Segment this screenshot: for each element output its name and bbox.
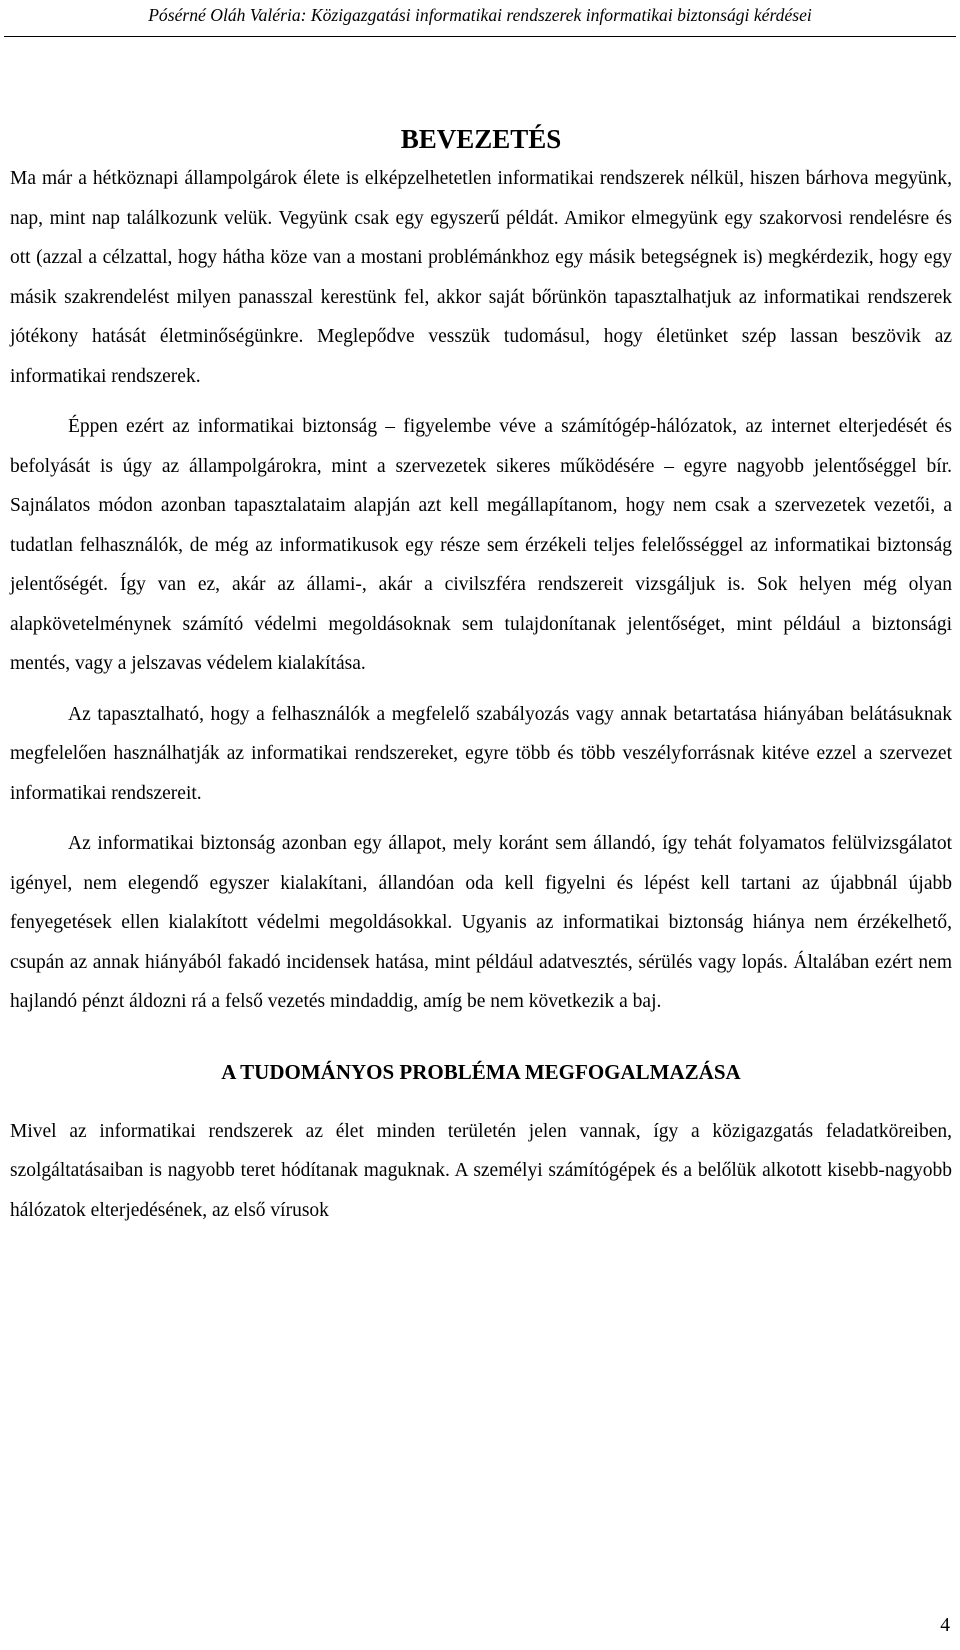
body-paragraph: Az tapasztalható, hogy a felhasználók a megfelelő szabályozás vagy annak betartatása hiányában belátásuknak megfelelően használhatják az informatikai rendszereket, egyre több és több veszélyforrásnak kitéve ezzel a szervezet informatikai rendszereit. (10, 703, 952, 804)
body-paragraph: Mivel az informatikai rendszerek az élet minden területén jelen vannak, így a közigazgatás feladatköreiben, szolgáltatásaiban is nagyobb teret hódítanak maguknak. A személyi számítógépek és a belőlük alkotott kisebb-nagyobb hálózatok elterjedésének, az első vírusok (10, 1120, 952, 1221)
section-title-introduction: BEVEZETÉS (400, 124, 562, 154)
page-number: 4 (940, 1615, 950, 1636)
header-rule (4, 36, 956, 37)
running-header: Pósérné Oláh Valéria: Közigazgatási informatikai rendszerek informatikai biztonsági kérdései (148, 5, 812, 25)
body-paragraph: Az informatikai biztonság azonban egy állapot, mely koránt sem állandó, így tehát folyamatos felülvizsgálatot igényel, nem elegendő egyszer kialakítani, állandóan oda kell figyelni és lépést kell tartani az újabbnál újabb fenyegetések ellen kialakított védelmi megoldásokkal. Ugyanis az informatikai biztonság hiánya nem érzékelhető, csupán az annak hiányából fakadó incidensek hatása, mint például adatvesztés, sérülés vagy lopás. Általában ezért nem hajlandó pénzt áldozni rá a felső vezetés mindaddig, amíg be nem következik a baj. (10, 833, 952, 1012)
page-content (10, 121, 952, 1230)
section-title-scientific-problem: A TUDOMÁNYOS PROBLÉMA MEGFOGALMAZÁSA (221, 1059, 741, 1084)
body-paragraph: Ma már a hétköznapi állampolgárok élete is elképzelhetetlen informatikai rendszerek nélkül, hiszen bárhova megyünk, nap, mint nap találkozunk velük. Vegyünk csak egy egyszerű példát. Amikor elmegyünk egy szakorvosi rendelésre és ott (azzal a célzattal, hogy hátha köze van a mostani problémánkhoz egy másik betegségnek is) megkérdezik, hogy egy másik szakrendelést milyen panasszal kerestünk fel, akkor saját bőrünkön tapasztalhatjuk az informatikai rendszerek jótékony hatását életminőségünkre. Meglepődve vesszük tudomásul, hogy életünket szép lassan beszövik az informatikai rendszerek. (10, 168, 952, 387)
body-paragraph: Éppen ezért az informatikai biztonság – figyelembe véve a számítógép-hálózatok, az internet elterjedését és befolyását is úgy az állampolgárokra, mint a szervezetek sikeres működésére – egyre nagyobb jelentőséggel bír. Sajnálatos módon azonban tapasztalataim alapján azt kell megállapítanom, hogy nem csak a szervezetek vezetői, a tudatlan felhasználók, de még az informatikusok egy része sem érzékeli teljes felelősséggel az informatikai biztonság jelentőségét. Így van ez, akár az állami-, akár a civilszféra rendszereit vizsgáljuk is. Sok helyen még olyan alapkövetelménynek számító védelmi megoldásoknak sem tulajdonítanak jelentőséget, mint például a biztonsági mentés, vagy a jelszavas védelem kialakítása. (10, 416, 952, 674)
